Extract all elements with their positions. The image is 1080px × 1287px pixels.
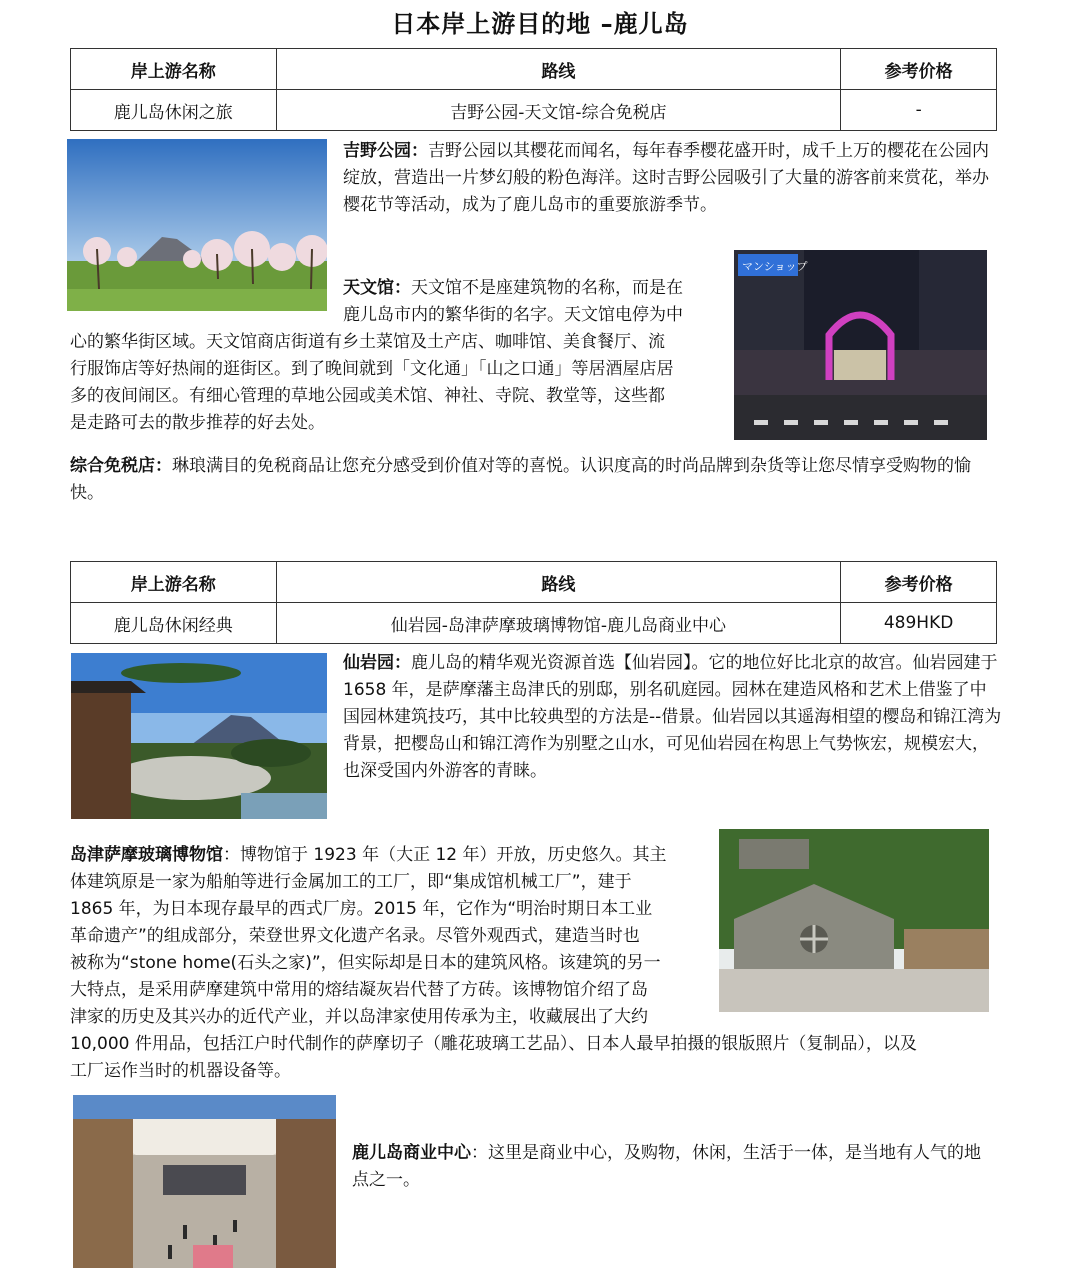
tenmonkan-paragraph-bottom <box>70 329 730 437</box>
tenmonkan-text-b: 鹿儿岛市内的繁华街的名字。天文馆电停为中 <box>343 305 683 325</box>
glass-museum-paragraph-top <box>70 842 710 1031</box>
duty-free-text: 琳琅满目的免税商品让您充分感受到价值对等的喜悦。认识度高的时尚品牌到杂货等让您尽情享受购物的愉快。 <box>70 456 971 503</box>
tenmonkan-text-c: 心的繁华街区域。天文馆商店街道有乡土菜馆及土产店、咖啡馆、美食餐厅、流 <box>70 332 665 352</box>
glass-museum-text-g: 津家的历史及其兴办的近代产业，并以岛津家使用传承为主，收藏展出了大约 <box>70 1007 648 1027</box>
tour-name: 鹿儿岛休闲之旅 <box>71 90 277 131</box>
table-header-row <box>71 49 997 90</box>
glass-museum-text-d: 革命遗产”的组成部分，荣登世界文化遗产名录。尽管外观西式，建造当时也 <box>70 926 640 946</box>
sengan-en-photo <box>71 653 327 819</box>
yoshino-park-label: 吉野公园： <box>343 141 428 161</box>
shopping-center-label: 鹿儿岛商业中心 <box>352 1143 471 1163</box>
tour-route: 吉野公园-天文馆-综合免税店 <box>276 90 841 131</box>
tour-price: 489HKD <box>841 603 997 644</box>
tenmonkan-label: 天文馆： <box>343 278 411 298</box>
yoshino-park-text: 吉野公园以其樱花而闻名，每年春季樱花盛开时，成千上万的樱花在公园内绽放，营造出一片梦幻般的粉色海洋。这时吉野公园吸引了大量的游客前来赏花，举办樱花节等活动，成为了鹿儿岛市的重要旅游季节。 <box>343 141 989 215</box>
tenmonkan-photo <box>734 250 987 440</box>
yoshino-park-paragraph <box>343 138 993 219</box>
glass-museum-paragraph-bottom <box>70 1031 1020 1085</box>
glass-museum-label: 岛津萨摩玻璃博物馆 <box>70 845 223 865</box>
header-route: 路线 <box>276 49 841 90</box>
sengan-en-text: 鹿儿岛的精华观光资源首选【仙岩园】。它的地位好比北京的故宫。仙岩园建于 1658 年，是萨摩藩主岛津氏的别邸，别名矶庭园。园林在建造风格和艺术上借鉴了中国园林建筑技巧，其中比较典型的方法是--借景。仙岩园以其遥海相望的樱岛和锦江湾为背景，把樱岛山和锦江湾作为别墅之山水，可见仙岩园在构思上气势恢宏，规模宏大，也深受国内外游客的青睐。 <box>343 653 1002 781</box>
tenmonkan-text-f: 是走路可去的散步推荐的好去处。 <box>70 413 325 433</box>
glass-museum-text-e: 被称为“stone home(石头之家)”，但实际却是日本的建筑风格。该建筑的另一 <box>70 953 661 973</box>
shopping-center-text: ：这里是商业中心，及购物，休闲，生活于一体，是当地有人气的地点之一。 <box>352 1143 981 1190</box>
tour-price: - <box>841 90 997 131</box>
glass-museum-text-f: 大特点，是采用萨摩建筑中常用的熔结凝灰岩代替了方砖。该博物馆介绍了岛 <box>70 980 648 1000</box>
tour-table-1 <box>70 48 997 131</box>
page-title: 日本岸上游目的地 –鹿儿岛 <box>391 10 689 38</box>
glass-museum-text-h: 10,000 件用品，包括江户时代制作的萨摩切子（雕花玻璃工艺品）、日本人最早拍摄的银版照片（复制品），以及 <box>70 1034 917 1054</box>
tour-route: 仙岩园-岛津萨摩玻璃博物馆-鹿儿岛商业中心 <box>276 603 841 644</box>
glass-museum-text-a: ：博物馆于 1923 年（大正 12 年）开放，历史悠久。其主 <box>223 845 667 865</box>
sengan-en-paragraph <box>343 650 1003 785</box>
header-name: 岸上游名称 <box>71 49 277 90</box>
tenmonkan-text-d: 行服饰店等好热闹的逛街区。到了晚间就到「文化通」「山之口通」等居酒屋店居 <box>70 359 674 379</box>
header-route: 路线 <box>276 562 841 603</box>
glass-museum-text-b: 体建筑原是一家为船舶等进行金属加工的工厂，即“集成馆机械工厂”，建于 <box>70 872 632 892</box>
glass-museum-photo <box>719 829 989 1012</box>
shop-sign-text: マンショップ <box>742 260 808 273</box>
glass-museum-text-i: 工厂运作当时的机器设备等。 <box>70 1061 291 1081</box>
header-name: 岸上游名称 <box>71 562 277 603</box>
duty-free-paragraph <box>70 453 990 507</box>
tour-table-2 <box>70 561 997 644</box>
table-row <box>71 90 997 131</box>
table-row <box>71 603 997 644</box>
header-price: 参考价格 <box>841 562 997 603</box>
tenmonkan-paragraph-top <box>343 275 713 329</box>
duty-free-label: 综合免税店： <box>70 456 172 476</box>
table-header-row <box>71 562 997 603</box>
shopping-center-photo <box>73 1095 336 1268</box>
shopping-center-paragraph <box>352 1140 992 1194</box>
tenmonkan-text-a: 天文馆不是座建筑物的名称，而是在 <box>411 278 683 298</box>
tenmonkan-text-e: 多的夜间闹区。有细心管理的草地公园或美术馆、神社、寺院、教堂等，这些都 <box>70 386 665 406</box>
tour-name: 鹿儿岛休闲经典 <box>71 603 277 644</box>
sengan-en-label: 仙岩园： <box>343 653 411 673</box>
yoshino-park-photo <box>67 139 327 311</box>
header-price: 参考价格 <box>841 49 997 90</box>
glass-museum-text-c: 1865 年，为日本现存最早的西式厂房。2015 年，它作为“明治时期日本工业 <box>70 899 653 919</box>
